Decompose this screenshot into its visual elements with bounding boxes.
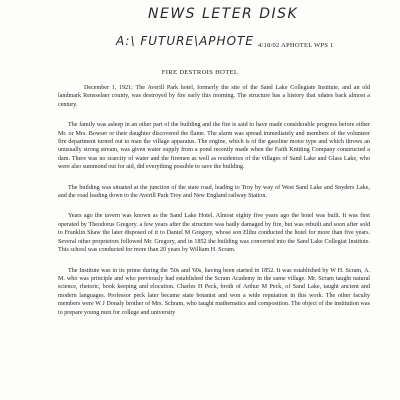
paragraph: December 1, 1921: The Averill Park hotel, formerly the site of the Sand Lake Collegiate Institute, and an old landmark Rensselaer county, was destroyed by fire early this morning. The structure has a history that xdates back almost a century. [58,85,370,108]
paragraph: The building was situated at the junction of the state road, leading to Troy by way of West Sand Lake and Snyders Lake, and the road leading down to the Averill Park Troy and New England railway Station. [58,184,370,200]
paragraph: The Institute was in its prime during the '50s and '60s, having been started in 1852. It was established by W H. Scram, A. M. who was principle and who previously had established the Scram Academy in the same village. Mr. Scram taught natural science, rhetoric, book keeping and elocution. Charles H Peck, broth of Arthur M Peck, of Sand Lake, taught ancient and modern languages. Professor peck later became state botanist and won a wide reputation in this work. The other faculty members were W J Donaly brother of Mrs. Schram, who taught mathematics and composition. The object of the institution was to prepare young men for college and university [58,267,370,316]
file-reference: 4/18/02 APHOTEL WPS 1 [258,42,334,49]
paragraph: The family was asleep in an other part of the building and the fire is said to have made considerable progress before either Mr. or Mrs. Bowser or their daughter discovered the flame. The alarm was spread immediately and members of the volunteer fire department turned out to man the village apparatus. The engine, which is of the gasoline motor type and which throws an unusually strong stream, was given water supply from a pond recently made when the Faith Knitting Company constructed a dam. There was no scarcity of water and the firemen as well as residences of the villages of Sand Lake and Glass Lake, who were also summond out for aid, did everything possible to save the building. [58,122,370,171]
handwritten-file-path: A:\ FUTURE\APHOTE [116,34,254,48]
document-body [58,84,370,329]
document-title: FIRE DESTROIS HOTEL [161,69,239,76]
handwritten-title: NEWS LETER DISK [148,6,299,22]
paragraph: Years ago the tavern was known as the Sand Lake Hotel. Almost eighty five years ago the hotel was built. It was first operated by Theodorus Gregory. a few years after the structure was badly damaged by fire, but was rebuilt and soon after sold to Franklin Shaw the later disposed of it to Daniel M Gregory, whose son Elihu conducted the hotel for more than five years. Several other proprietors followed Mr. Gregory, and in 1852 the building was converted into the Sand Lake Collegiat Institute. This school was conducted for more than 20 years by William H. Scram. [58,213,370,254]
